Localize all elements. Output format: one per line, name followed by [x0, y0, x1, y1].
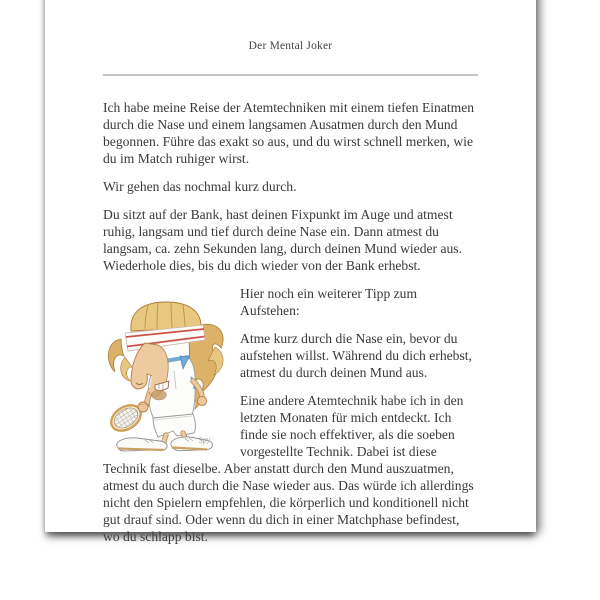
tennis-player-caricature-svg: [103, 285, 234, 452]
running-header: Der Mental Joker: [248, 40, 333, 52]
tennis-racket: [107, 400, 148, 436]
paragraph: Hier noch ein weiterer Tipp zum Aufstehen:: [240, 286, 418, 318]
fist-right: [197, 396, 206, 405]
shorts: [153, 414, 195, 437]
paragraph: Atme kurz durch die Nase ein, bevor du aufstehen willst. Während du dich erhebst, atmest du durch deinen Mund aus.: [240, 331, 472, 380]
book-page: [45, 0, 536, 544]
paragraph: Wir gehen das nochmal kurz durch.: [103, 179, 297, 194]
fist-left: [138, 402, 148, 412]
paragraph: Du sitzt auf der Bank, hast deinen Fixpunkt im Auge und atmest ruhig, langsam und tief durch deine Nase ein. Dann atmest du langsam, ca. zehn Sekunden lang, durch deinen Mund wieder aus. Wiederhole dies, bis du dich wieder von der Bank erhebst.: [103, 207, 462, 273]
caricature-face: [131, 343, 169, 400]
artist-signature: Spy: [198, 434, 211, 445]
stubble-chin: [152, 390, 167, 400]
body-text: [103, 99, 478, 545]
tennis-player-caricature: [103, 285, 234, 452]
page-content: [45, 0, 536, 545]
header-rule: [103, 74, 478, 76]
paragraph: Eine andere Atemtechnik habe ich in den letzten Monaten für mich entdeckt. Ich finde sie noch effektiver, als die soeben vorgestellte Technik. Dabei ist diese Technik fast dieselbe. Aber anstatt durch den Mund auszuatmen, atmest du auch durch die Nase wieder aus. Das würde ich allerdings nicht den Spielern empfehlen, die körperlich und konditionell nicht gut drauf sind. Oder wenn du dich in einer Matchphase befindest, wo du schlapp bist.: [103, 393, 474, 544]
paragraph: Ich habe meine Reise der Atemtechniken mit einem tiefen Einatmen durch die Nase und einem langsamen Ausatmen durch den Mund begonnen. Führe das exakt so aus, und du wirst schnell merken, wie du im Match ruhiger wirst.: [103, 100, 475, 166]
